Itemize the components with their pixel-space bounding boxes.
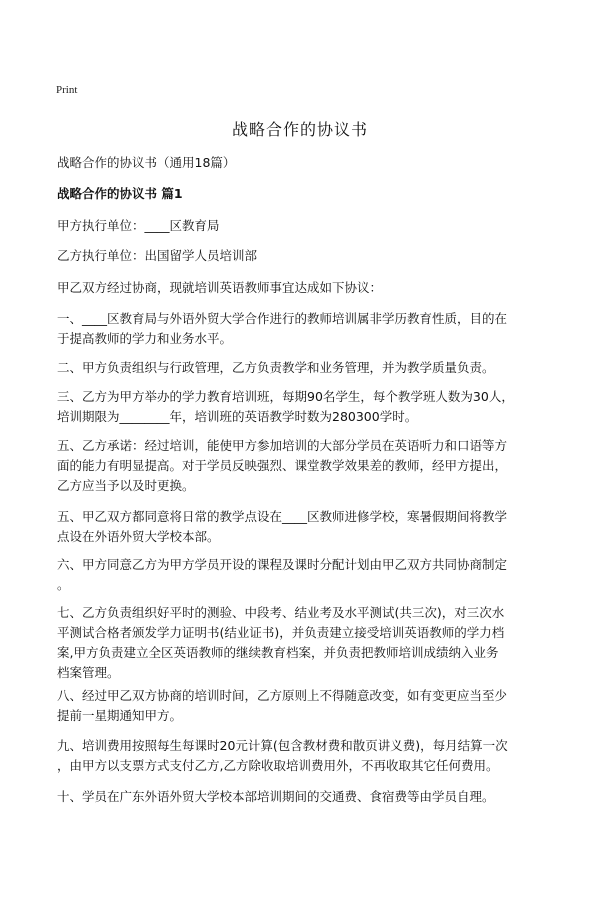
paragraph-line: 三、乙方为甲方举办的学力教育培训班，每期90名学生，每个教学班人数为30人， bbox=[57, 389, 514, 404]
paragraph-line: 甲乙双方经过协商，现就培训英语教师事宜达成如下协议： bbox=[57, 280, 383, 295]
paragraph-1 bbox=[57, 216, 549, 236]
paragraph-line: 甲方执行单位：____区教育局 bbox=[57, 218, 220, 233]
document-subtitle: 战略合作的协议书（通用18篇） bbox=[57, 155, 236, 170]
paragraph-3 bbox=[57, 278, 549, 298]
paragraph-11 bbox=[57, 686, 549, 726]
paragraph-line: 点设在外语外贸大学校本部。 bbox=[57, 529, 220, 544]
document-title: 战略合作的协议书 bbox=[231, 120, 368, 139]
paragraph-line: 案,甲方负责建立全区英语教师的继续教育档案，并负责把教师培训成绩纳入业务 bbox=[57, 645, 499, 660]
paragraph-13 bbox=[57, 787, 549, 807]
paragraph-line: 平测试合格者颁发学力证明书(结业证书)，并负责建立接受培训英语教师的学力档 bbox=[57, 625, 505, 640]
section-heading: 战略合作的协议书 篇1 bbox=[57, 186, 183, 201]
paragraph-6 bbox=[57, 387, 549, 427]
paragraph-line: 十、学员在广东外语外贸大学校本部培训期间的交通费、食宿费等由学员自理。 bbox=[57, 789, 495, 804]
paragraph-line: 七、乙方负责组织好平时的测验、中段考、结业考及水平测试(共三次)，对三次水 bbox=[57, 605, 505, 620]
paragraph-4 bbox=[57, 309, 549, 349]
paragraph-line: 提前一星期通知甲方。 bbox=[57, 708, 183, 723]
paragraph-5 bbox=[57, 358, 549, 378]
paragraph-line: 乙方执行单位：出国留学人员培训部 bbox=[57, 248, 258, 263]
paragraph-line: 五、乙方承诺：经过培训，能使甲方参加培训的大部分学员在英语听力和口语等方 bbox=[57, 438, 508, 453]
paragraph-line: 。 bbox=[57, 577, 70, 592]
paragraph-line: 档案管理。 bbox=[57, 665, 120, 680]
paragraph-line: 乙方应当予以及时更换。 bbox=[57, 478, 195, 493]
paragraph-line: 培训期限为________年，培训班的英语教学时数为280300学时。 bbox=[57, 409, 418, 424]
paragraph-9 bbox=[57, 555, 549, 595]
paragraph-line: 二、甲方负责组织与行政管理，乙方负责教学和业务管理，并为教学质量负责。 bbox=[57, 360, 495, 375]
paragraph-line: 于提高教师的学力和业务水平。 bbox=[57, 331, 233, 346]
paragraph-line: 面的能力有明显提高。对于学员反映强烈、课堂教学效果差的教师，经甲方提出， bbox=[57, 458, 508, 473]
paragraph-12 bbox=[57, 736, 549, 776]
paragraph-line: 一、____区教育局与外语外贸大学合作进行的教师培训属非学历教育性质，目的在 bbox=[57, 311, 508, 326]
paragraph-8 bbox=[57, 507, 549, 547]
paragraph-line: 九、培训费用按照每生每课时20元计算(包含教材费和散页讲义费)，每月结算一次 bbox=[57, 738, 508, 753]
paragraph-line: 六、甲方同意乙方为甲方学员开设的课程及课时分配计划由甲乙双方共同协商制定 bbox=[57, 557, 508, 572]
paragraph-10 bbox=[57, 603, 549, 683]
paragraph-7 bbox=[57, 436, 549, 496]
print-label: Print bbox=[56, 84, 78, 96]
paragraph-line: 五、甲乙双方都同意将日常的教学点设在____区教师进修学校，寒暑假期间将教学 bbox=[57, 509, 508, 524]
paragraph-line: ，由甲方以支票方式支付乙方,乙方除收取培训费用外，不再收取其它任何费用。 bbox=[57, 758, 499, 773]
paragraph-2 bbox=[57, 246, 549, 266]
paragraph-line: 八、经过甲乙双方协商的培训时间，乙方原则上不得随意改变，如有变更应当至少 bbox=[57, 688, 508, 703]
